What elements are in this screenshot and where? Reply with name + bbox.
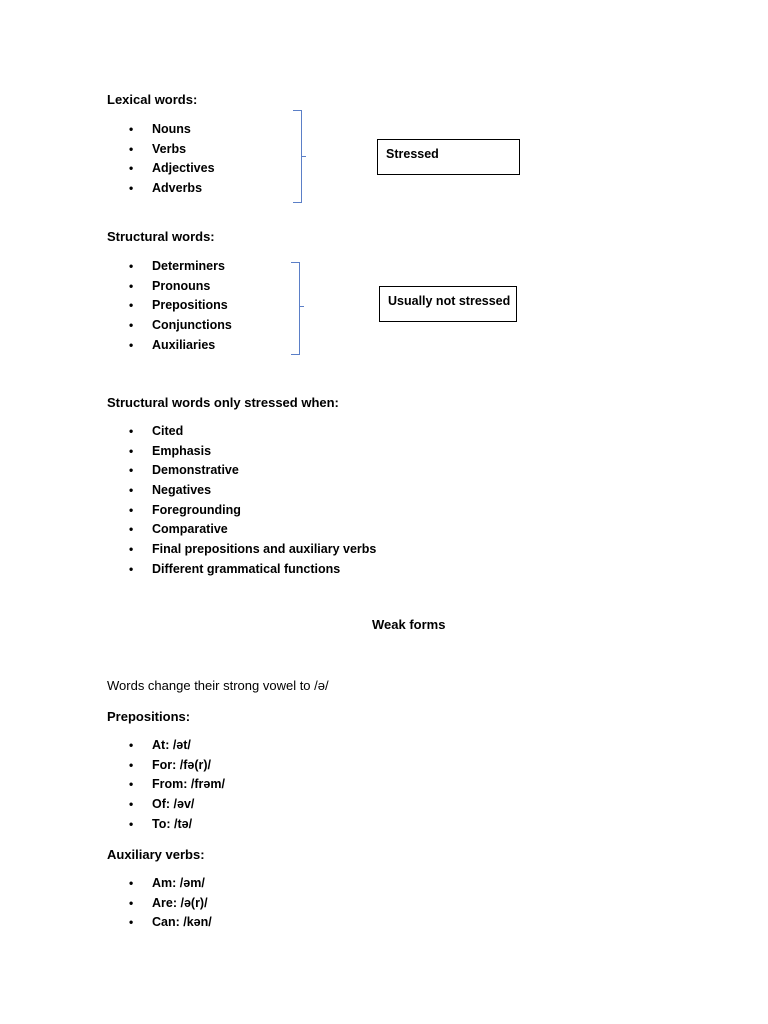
prepositions-list — [107, 736, 225, 834]
bullet-icon: • — [129, 738, 134, 752]
weak-forms-intro: Words change their strong vowel to /ə/ — [107, 678, 329, 693]
auxiliary-verbs-heading: Auxiliary verbs: — [107, 847, 205, 862]
stressed-when-heading: Structural words only stressed when: — [107, 395, 339, 410]
list-item: • Determiners — [107, 257, 232, 277]
bullet-icon: • — [129, 777, 134, 792]
list-item: • Are: /ə(r)/ — [107, 894, 212, 914]
list-item: • From: /frəm/ — [107, 775, 225, 795]
bullet-icon: • — [129, 259, 134, 273]
bullet-icon: • — [129, 561, 134, 576]
prepositions-heading: Prepositions: — [107, 709, 191, 724]
list-item: • Different grammatical functions — [107, 560, 376, 580]
bullet-icon: • — [129, 122, 134, 136]
list-item: • At: /ət/ — [107, 736, 225, 756]
bullet-icon: • — [129, 502, 134, 517]
bullet-icon: • — [129, 278, 134, 293]
bullet-icon: • — [129, 757, 134, 772]
list-item: • Am: /əm/ — [107, 874, 212, 894]
list-item: • Can: /kən/ — [107, 913, 212, 933]
list-item: • Comparative — [107, 520, 376, 540]
bullet-icon: • — [129, 522, 134, 537]
lexical-bracket — [293, 110, 302, 203]
bullet-icon: • — [129, 181, 134, 196]
stressed-when-list — [107, 422, 376, 580]
list-item: • For: /fə(r)/ — [107, 756, 225, 776]
bullet-icon: • — [129, 876, 134, 890]
bullet-icon: • — [129, 483, 134, 498]
list-item: • Of: /əv/ — [107, 795, 225, 815]
bullet-icon: • — [129, 443, 134, 458]
bullet-icon: • — [129, 161, 134, 176]
list-item: • Auxiliaries — [107, 336, 232, 356]
stressed-box: Stressed — [377, 139, 520, 175]
bullet-icon: • — [129, 463, 134, 478]
list-item: • Demonstrative — [107, 461, 376, 481]
bullet-icon: • — [129, 337, 134, 352]
bullet-icon: • — [129, 424, 134, 438]
list-item: • Adverbs — [107, 179, 215, 199]
list-item: • Adjectives — [107, 159, 215, 179]
list-item: • Cited — [107, 422, 376, 442]
list-item: • To: /tə/ — [107, 815, 225, 835]
list-item: • Final prepositions and auxiliary verbs — [107, 540, 376, 560]
bullet-icon: • — [129, 915, 134, 930]
list-item: • Pronouns — [107, 277, 232, 297]
bullet-icon: • — [129, 816, 134, 831]
list-item: • Verbs — [107, 140, 215, 160]
lexical-heading: Lexical words: — [107, 92, 198, 107]
bullet-icon: • — [129, 298, 134, 313]
list-item: • Foregrounding — [107, 501, 376, 521]
bullet-icon: • — [129, 542, 134, 557]
structural-heading: Structural words: — [107, 229, 215, 244]
list-item: • Nouns — [107, 120, 215, 140]
list-item: • Prepositions — [107, 296, 232, 316]
list-item: • Negatives — [107, 481, 376, 501]
weak-forms-title: Weak forms — [372, 617, 446, 632]
list-item: • Conjunctions — [107, 316, 232, 336]
structural-list — [107, 257, 232, 355]
bullet-icon: • — [129, 895, 134, 910]
auxiliary-verbs-list — [107, 874, 212, 933]
list-item: • Emphasis — [107, 442, 376, 462]
not-stressed-box: Usually not stressed — [379, 286, 517, 322]
bullet-icon: • — [129, 797, 134, 812]
lexical-list — [107, 120, 215, 199]
structural-bracket — [291, 262, 300, 355]
bullet-icon: • — [129, 141, 134, 156]
bullet-icon: • — [129, 318, 134, 333]
